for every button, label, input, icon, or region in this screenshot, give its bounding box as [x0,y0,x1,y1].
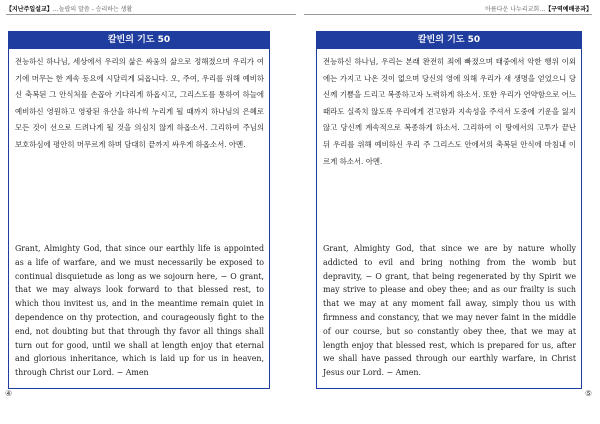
left-header-tag: 【지난주일설교】 [6,6,53,13]
right-running-header [485,4,592,13]
left-prayer-title: 칼빈의 기도 50 [9,32,269,49]
right-page-number: ⑤ [584,389,592,398]
left-prayer-box [8,31,270,389]
left-korean-prayer: 전능하신 하나님, 세상에서 우리의 삶은 싸움의 삶으로 정해졌으며 우리가 여기에 머무는 한 계속 동요에 시달리게 되옵니다. 오, 주여, 우리를 위해 예비하신 축복된 그 안식처를 손꼽아 기다리게 하옵시고, 그리스도를 통하여 하늘에 예비하신 영원하고 영광된 유산을 하나씩 누리게 될 때까지 하나님의 은혜로 모든 것이 선으로 드려나게 될 것을 의심치 않게 하옵소서. 그리하여 주님의 보호하심에 평안히 머무르게 하며 담대히 끝까지 싸우게 하옵소서. 아멘. [15,57,264,149]
right-english-prayer: Grant, Almighty God, that since we are by nature wholly addicted to evil and bring nothing from the womb but depravity, − O grant, that being regenerated by thy Spirit we may strive to please and obey thee; and as our frailty is such that we may at any moment fall away, simply thou us with firmness and constancy, that we may never faint in the middle of our course, but so constantly obey thee, that we may at length enjoy that blessed rest, which is prepared for us, after we shall have passed through our earthly warfare, in Christ Jesus our Lord. − Amen. [323,244,576,378]
right-header-tag: 【구역예배공과】 [545,6,592,13]
left-header-rule [6,14,296,15]
right-korean-prayer: 전능하신 하나님, 우리는 본래 완전히 죄에 빠졌으며 태중에서 악한 행위 이외에는 가지고 나온 것이 없으며 당신의 영에 의해 우리가 새 생명을 얻었으니 당신께 기쁨을 드리고 복종하고자 노력하게 하소서. 또한 우리가 연약함으로 어느 때라도 실족치 않도록 우리에게 견고함과 지속성을 주셔서 도중에 기운을 잃지 않고 당신께 계속적으로 복종하게 하소서. 그리하여 이 땅에서의 고투가 끝난 뒤 우리를 위해 예비하신 우리 주 그리스도 안에서의 축복된 안식에 마침내 이르게 하소서. 아멘. [323,57,576,166]
left-running-header [6,4,132,13]
right-header-rule [304,14,592,15]
right-prayer-title: 칼빈의 기도 50 [317,32,581,49]
right-header-subtitle: 아름다운 나누리교회… [485,6,546,13]
left-header-subtitle: …놀랍의 말씀 - 승리하는 생활 [52,6,133,13]
left-page-number: ④ [5,389,13,398]
left-english-prayer: Grant, Almighty God, that since our earthly life is appointed as a life of warfare, and we must necessarily be exposed to continual disquietude as long as we sojourn here, − O grant, that we may always look forward to that blessed rest, to which thou invitest us, and in the meantime remain quiet in dependence on thy protection, and courageously fight to the end, not doubting but that through thy favor all things shall turn out for good, until we shall at length enjoy that eternal and glorious inheritance, which is laid up for us in heaven, through Christ our Lord. − Amen [15,244,264,378]
right-page [300,0,600,424]
right-prayer-box [316,31,582,389]
